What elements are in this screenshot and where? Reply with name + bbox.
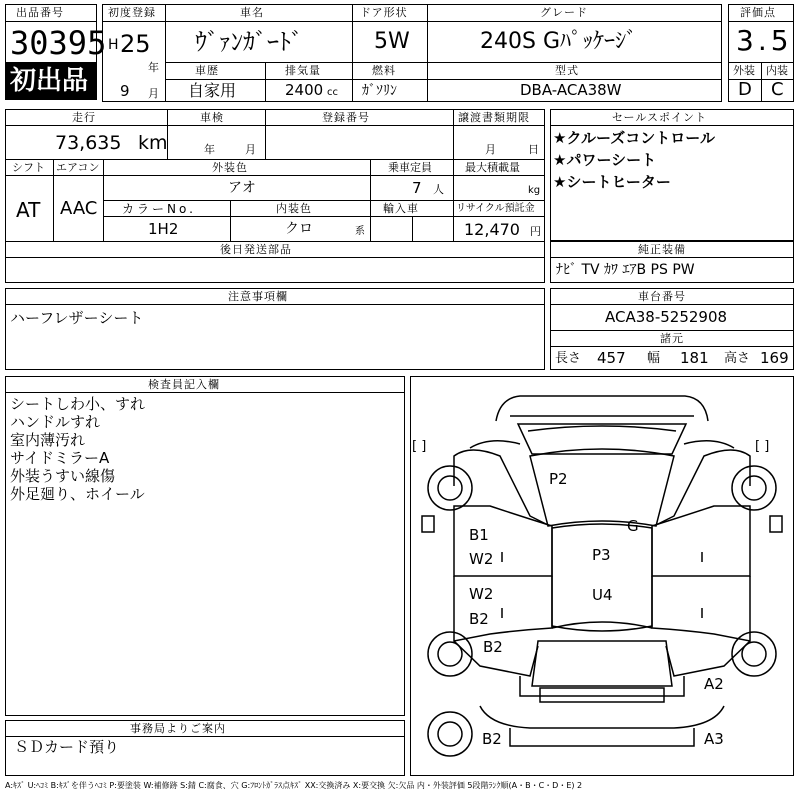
- office-value: ＳＤカード預り: [14, 738, 120, 756]
- mark-b2-a: B2: [469, 610, 489, 628]
- color-no-label: カラーNo.: [122, 202, 196, 216]
- capacity-value: 7: [412, 179, 422, 197]
- sales-point-2: ★パワーシート: [553, 151, 657, 169]
- exterior-grade-label: 外装: [733, 64, 755, 77]
- fuel-value: ｶﾞｿﾘﾝ: [362, 83, 397, 99]
- interior-grade: C: [771, 79, 784, 100]
- inspector-label: 検査員記入欄: [148, 378, 220, 391]
- int-color-unit: 系: [355, 226, 365, 237]
- first-listing-text: 初出品: [10, 66, 89, 96]
- chassis-label: 車台番号: [638, 290, 686, 303]
- car-diagram: [410, 376, 794, 776]
- door-label: ドア形状: [360, 6, 408, 19]
- ac-label: エアコン: [56, 161, 100, 174]
- inspector-line-3: 室内薄汚れ: [10, 431, 86, 449]
- grade-label: グレード: [540, 6, 588, 19]
- recycle-value: 12,470: [464, 220, 520, 239]
- mileage-value: 73,635: [55, 132, 122, 154]
- car-name-label: 車名: [240, 6, 264, 19]
- score-value: 3.5: [736, 24, 793, 57]
- legend: A:ｷｽﾞ U:ﾍｺﾐ B:ｷｽﾞを伴うﾍｺﾐ P:要塗装 W:補修跡 S:錆 C:腐食、穴 G:ﾌﾛﾝﾄｶﾞﾗｽ点ｷｽﾞ XX:交換済み X:要交換 欠:欠品 内・外装評価 5段階ﾗﾝｸ順(A・B・C・D・E) 2: [5, 781, 583, 790]
- shift-label: シフト: [12, 161, 45, 174]
- inspector-line-2: ハンドルすれ: [10, 413, 101, 431]
- inspection-month-unit: 月: [245, 143, 256, 156]
- month-unit: 月: [148, 87, 159, 100]
- transfer-label: 譲渡書類期限: [458, 111, 530, 124]
- inspection-year-unit: 年: [204, 143, 215, 156]
- int-color-label: 内装色: [276, 202, 312, 215]
- width-value: 181: [680, 349, 709, 367]
- mark-w2-b: W2: [469, 585, 494, 603]
- capacity-unit: 人: [433, 183, 444, 196]
- mark-b2-c: B2: [482, 730, 502, 748]
- exterior-grade: D: [738, 79, 752, 100]
- chassis-value: ACA38-5252908: [605, 308, 728, 326]
- mileage-label: 走行: [72, 111, 96, 124]
- lot-label: 出品番号: [16, 6, 64, 19]
- shift-value: AT: [16, 198, 41, 222]
- capacity-label: 乗車定員: [388, 161, 432, 174]
- sales-point-3: ★シートヒーター: [553, 173, 671, 191]
- mark-p2: P2: [549, 470, 568, 488]
- recycle-unit: 円: [530, 225, 541, 238]
- max-load-label: 最大積載量: [465, 161, 520, 174]
- interior-grade-label: 内装: [766, 64, 788, 77]
- mark-b2-b: B2: [483, 638, 503, 656]
- score-label: 評価点: [740, 6, 776, 19]
- mileage-unit: km: [138, 132, 168, 154]
- displacement-label: 排気量: [285, 64, 321, 77]
- mark-w2-a: W2: [469, 550, 494, 568]
- ac-value: AAC: [60, 198, 98, 219]
- dimensions-label: 諸元: [660, 332, 684, 345]
- mark-p3: P3: [592, 546, 611, 564]
- bracket-right: [ ]: [755, 439, 770, 454]
- model-value: DBA-ACA38W: [520, 81, 622, 99]
- length-value: 457: [597, 349, 626, 367]
- fuel-label: 燃料: [372, 64, 396, 77]
- office-label: 事務局よりご案内: [130, 722, 226, 735]
- model-label: 型式: [555, 64, 579, 77]
- mark-b1: B1: [469, 526, 489, 544]
- notes-label: 注意事項欄: [228, 290, 288, 303]
- mark-g: G: [627, 517, 639, 535]
- inspector-line-4: サイドミラーA: [10, 449, 110, 467]
- bracket-left: [ ]: [412, 439, 427, 454]
- displacement-unit: cc: [327, 87, 338, 98]
- import-label: 輸入車: [383, 202, 419, 215]
- month: 9: [120, 82, 130, 100]
- width-label: 幅: [647, 351, 661, 366]
- ext-color-value: アオ: [228, 180, 256, 196]
- year-unit: 年: [148, 61, 159, 74]
- first-reg-label: 初度登録: [108, 6, 156, 19]
- later-parts-label: 後日発送部品: [220, 243, 292, 256]
- notes-value: ハーフレザーシート: [10, 309, 144, 327]
- sales-point-1: ★クルーズコントロール: [553, 129, 715, 147]
- grade-value: 240S Gﾊﾟｯｹｰｼﾞ: [480, 29, 637, 54]
- lot-number: 30395: [10, 24, 107, 62]
- transfer-month-unit: 月: [485, 143, 496, 156]
- transfer-day-unit: 日: [528, 143, 539, 156]
- reg-no-label: 登録番号: [322, 111, 370, 124]
- inspector-line-1: シートしわ小、すれ: [10, 395, 146, 413]
- history-value: 自家用: [188, 81, 237, 100]
- equipment-label: 純正装備: [638, 243, 686, 256]
- inspector-line-5: 外装うすい線傷: [10, 467, 116, 485]
- era: H: [108, 37, 119, 53]
- car-name: ｳﾞｧﾝｶﾞｰﾄﾞ: [195, 28, 303, 56]
- equipment-value: ﾅﾋﾞ TV ｶﾜ ｴｱB PS PW: [556, 262, 695, 278]
- sales-points-label: セールスポイント: [612, 111, 708, 124]
- int-color-value: クロ: [285, 221, 313, 237]
- height-value: 169: [760, 349, 789, 367]
- mark-a3: A3: [704, 730, 724, 748]
- color-no-value: 1H2: [148, 220, 179, 238]
- door-value: 5W: [374, 29, 410, 54]
- mark-u4: U4: [592, 586, 613, 604]
- displacement-value: 2400: [285, 81, 324, 99]
- recycle-label: リサイクル預託金: [456, 203, 535, 214]
- ext-color-label: 外装色: [212, 161, 248, 174]
- max-load-unit: kg: [528, 185, 541, 196]
- year: 25: [120, 30, 151, 58]
- inspector-line-6: 外足廻り、ホイール: [10, 485, 145, 503]
- length-label: 長さ: [555, 351, 582, 366]
- inspection-label: 車検: [200, 111, 224, 124]
- height-label: 高さ: [724, 351, 751, 366]
- mark-a2: A2: [704, 675, 724, 693]
- history-label: 車歴: [195, 64, 219, 77]
